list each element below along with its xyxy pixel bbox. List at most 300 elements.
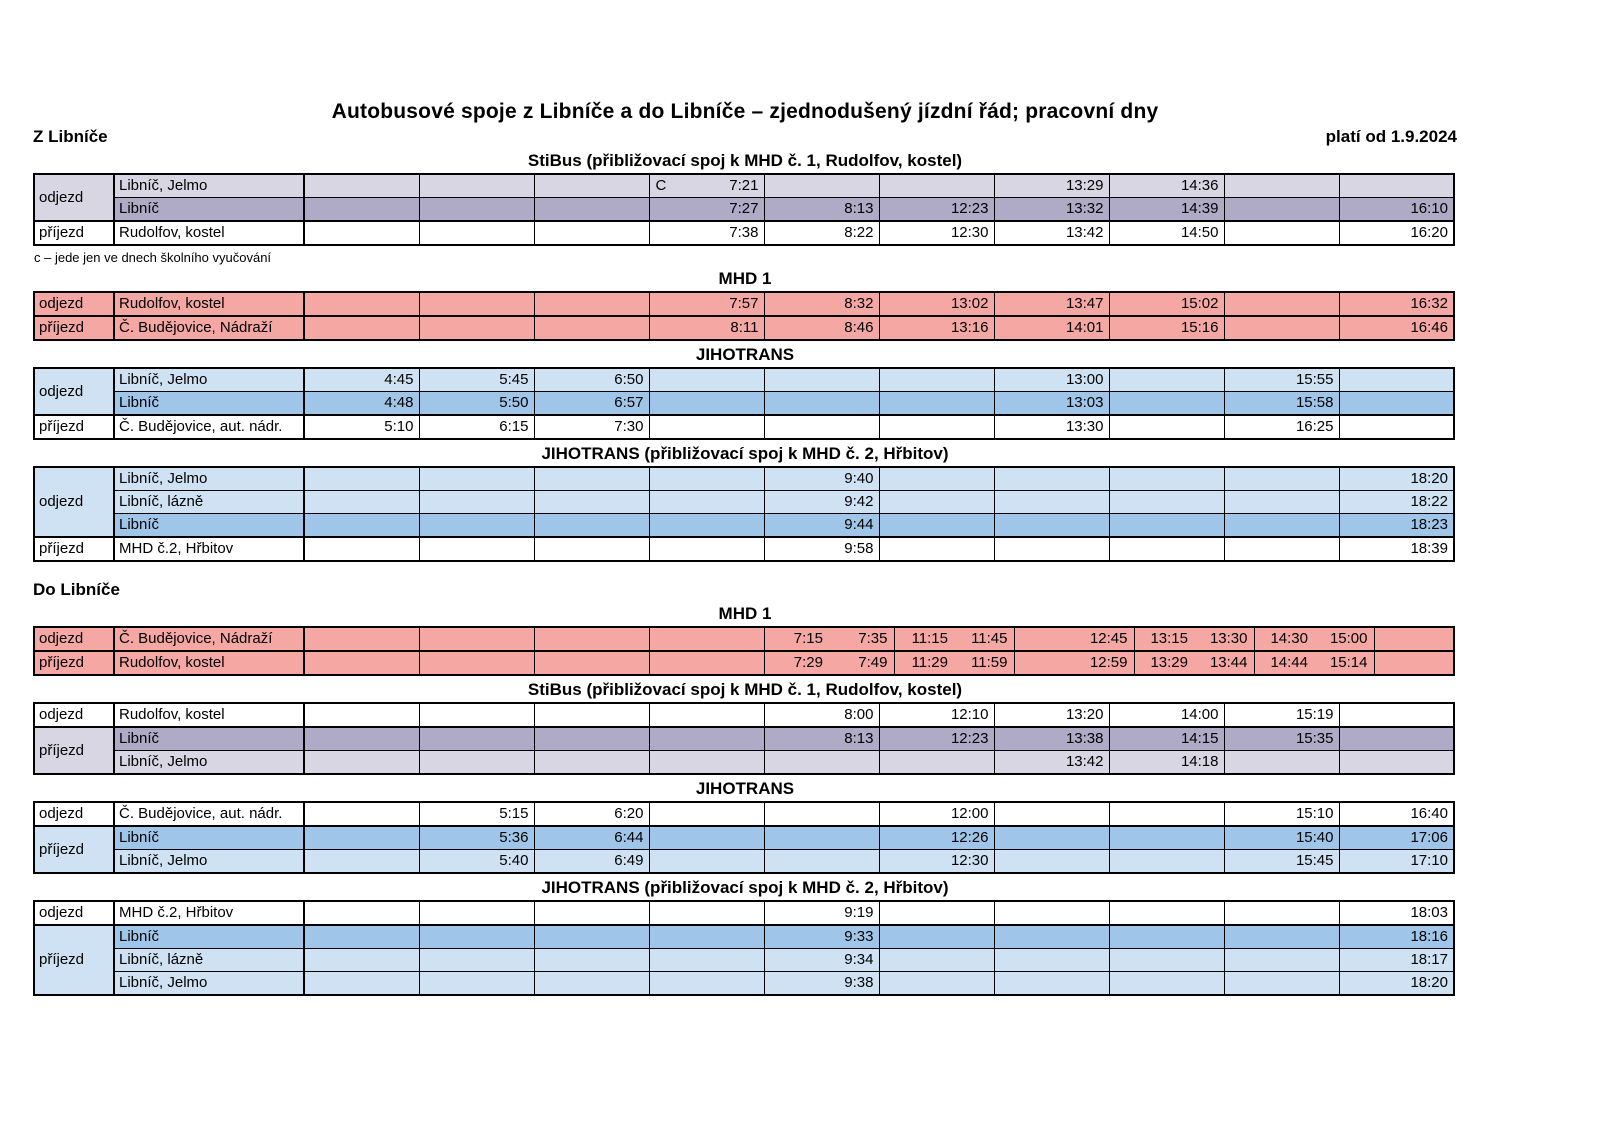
- odjezd-label-cell: odjezd: [34, 467, 114, 537]
- time-cell: [304, 467, 419, 491]
- time-cell: 13:03: [994, 392, 1109, 416]
- time-cell: 12:23: [879, 198, 994, 222]
- time-cell: 8:32: [764, 292, 879, 316]
- time-cell: [1339, 368, 1454, 392]
- time-cell: [304, 802, 419, 826]
- time-cell: [1109, 415, 1224, 439]
- table-row: [34, 727, 1454, 751]
- time-cell: 4:48: [304, 392, 419, 416]
- time-cell: 15:55: [1224, 368, 1339, 392]
- time-value: 11:29: [911, 654, 948, 671]
- stop-cell: Libníč: [114, 925, 304, 949]
- time-cell: [649, 368, 764, 392]
- time-cell: [1374, 627, 1454, 651]
- time-cell: 15:16: [1109, 316, 1224, 340]
- table-row: [34, 925, 1454, 949]
- stop-cell: Č. Budějovice, Nádraží: [114, 316, 304, 340]
- time-cell: 12:00: [879, 802, 994, 826]
- time-cell: [534, 514, 649, 538]
- time-cell: 8:13: [764, 198, 879, 222]
- time-cell: [1224, 751, 1339, 775]
- time-cell: [534, 703, 649, 727]
- odjezd-label-cell: odjezd: [34, 174, 114, 221]
- time-cell: [649, 703, 764, 727]
- time-cell: 6:50: [534, 368, 649, 392]
- time-cell: [649, 627, 764, 651]
- time-cell: [879, 751, 994, 775]
- time-cell: [879, 491, 994, 514]
- time-cell: [649, 491, 764, 514]
- time-cell: [304, 972, 419, 996]
- time-cell: [304, 901, 419, 925]
- time-cell: [649, 174, 764, 198]
- time-cell: 15:10: [1224, 802, 1339, 826]
- time-cell: [994, 514, 1109, 538]
- time-cell: [419, 972, 534, 996]
- time-cell: [1109, 826, 1224, 850]
- stop-cell: Libníč, Jelmo: [114, 467, 304, 491]
- time-cell: 17:10: [1339, 850, 1454, 874]
- time-cell: [534, 221, 649, 245]
- time-cell: [879, 537, 994, 561]
- table-mhd1-to-title: MHD 1: [718, 604, 772, 623]
- time-cell: [764, 826, 879, 850]
- time-cell: [894, 627, 1014, 651]
- stop-cell: Libníč: [114, 198, 304, 222]
- time-cell: [304, 651, 419, 675]
- time-cell: [304, 826, 419, 850]
- stop-cell: Libníč, Jelmo: [114, 972, 304, 996]
- time-cell: [994, 802, 1109, 826]
- note-flag: C: [655, 177, 667, 194]
- time-cell: 15:19: [1224, 703, 1339, 727]
- time-cell: [764, 850, 879, 874]
- time-cell: 15:58: [1224, 392, 1339, 416]
- time-cell: [879, 467, 994, 491]
- time-cell: [879, 949, 994, 972]
- time-cell: 6:49: [534, 850, 649, 874]
- příjezd-label-cell: příjezd: [34, 727, 114, 774]
- time-cell: 14:36: [1109, 174, 1224, 198]
- time-cell: 6:15: [419, 415, 534, 439]
- time-cell: [534, 467, 649, 491]
- time-cell: 18:20: [1339, 972, 1454, 996]
- table-row: [34, 802, 1454, 826]
- time-cell: 14:00: [1109, 703, 1224, 727]
- time-cell: [994, 826, 1109, 850]
- time-value: 7:49: [858, 654, 888, 671]
- time-value: 7:29: [793, 654, 823, 671]
- table-jihotrans-to-title: JIHOTRANS: [695, 779, 795, 798]
- time-value: 15:14: [1329, 654, 1368, 671]
- stop-cell: Libníč, Jelmo: [114, 751, 304, 775]
- time-cell: [649, 537, 764, 561]
- table-row: [34, 901, 1454, 925]
- table-row: [34, 491, 1454, 514]
- time-cell: 16:25: [1224, 415, 1339, 439]
- time-value: 15:00: [1329, 630, 1368, 647]
- stop-cell: Libníč, Jelmo: [114, 174, 304, 198]
- time-cell: 8:22: [764, 221, 879, 245]
- time-cell: 16:40: [1339, 802, 1454, 826]
- stop-cell: Libníč, lázně: [114, 949, 304, 972]
- time-cell: [419, 221, 534, 245]
- time-cell: 16:32: [1339, 292, 1454, 316]
- time-cell: 6:44: [534, 826, 649, 850]
- time-cell: [879, 972, 994, 996]
- stop-cell: Rudolfov, kostel: [114, 221, 304, 245]
- time-cell: [304, 751, 419, 775]
- time-cell: [419, 514, 534, 538]
- odjezd-label-cell: odjezd: [34, 368, 114, 415]
- time-cell: 4:45: [304, 368, 419, 392]
- time-cell: [1224, 198, 1339, 222]
- odjezd-label-cell: odjezd: [34, 627, 114, 651]
- time-cell: [994, 972, 1109, 996]
- time-cell: [764, 368, 879, 392]
- time-cell: 5:10: [304, 415, 419, 439]
- time-cell: [304, 292, 419, 316]
- time-cell: [1109, 949, 1224, 972]
- time-cell: 13:00: [994, 368, 1109, 392]
- time-value: 13:29: [1150, 654, 1188, 671]
- table-row: [34, 850, 1454, 874]
- table-mhd1-from: [33, 291, 1455, 341]
- příjezd-label-cell: příjezd: [34, 221, 114, 245]
- time-cell: [649, 826, 764, 850]
- stop-cell: Rudolfov, kostel: [114, 703, 304, 727]
- time-cell: 12:23: [879, 727, 994, 751]
- time-cell: [764, 174, 879, 198]
- time-cell: [304, 627, 419, 651]
- time-cell: [419, 751, 534, 775]
- time-cell: [1224, 467, 1339, 491]
- time-cell: [419, 491, 534, 514]
- stop-cell: Libníč: [114, 727, 304, 751]
- time-cell: 18:03: [1339, 901, 1454, 925]
- time-value: 11:15: [911, 630, 948, 647]
- time-cell: [1224, 174, 1339, 198]
- table-jihotrans-hrbitov-from-title: JIHOTRANS (přibližovací spoj k MHD č. 2, Hřbitov): [541, 444, 949, 463]
- time-cell: [534, 292, 649, 316]
- time-cell: [419, 292, 534, 316]
- time-cell: 6:20: [534, 802, 649, 826]
- time-cell: [304, 537, 419, 561]
- time-cell: [879, 392, 994, 416]
- time-cell: 18:22: [1339, 491, 1454, 514]
- time-cell: [649, 392, 764, 416]
- table-stibus-from-title: StiBus (přibližovací spoj k MHD č. 1, Rudolfov, kostel): [527, 151, 963, 170]
- time-cell: 9:40: [764, 467, 879, 491]
- time-cell: [419, 316, 534, 340]
- time-cell: [534, 198, 649, 222]
- time-cell: 8:11: [649, 316, 764, 340]
- table-row: [34, 174, 1454, 198]
- time-cell: 8:00: [764, 703, 879, 727]
- time-cell: [419, 925, 534, 949]
- time-cell: [304, 491, 419, 514]
- time-cell: 16:46: [1339, 316, 1454, 340]
- time-cell: 17:06: [1339, 826, 1454, 850]
- time-cell: [1224, 925, 1339, 949]
- stop-cell: MHD č.2, Hřbitov: [114, 901, 304, 925]
- time-cell: 13:42: [994, 221, 1109, 245]
- time-cell: 14:15: [1109, 727, 1224, 751]
- time-cell: [649, 751, 764, 775]
- time-cell: 7:38: [649, 221, 764, 245]
- time-value: 13:15: [1150, 630, 1188, 647]
- stop-cell: Libníč: [114, 826, 304, 850]
- time-cell: [1254, 651, 1374, 675]
- time-cell: [1134, 627, 1254, 651]
- time-cell: [534, 651, 649, 675]
- time-cell: [1224, 514, 1339, 538]
- time-cell: [879, 925, 994, 949]
- time-cell: [649, 727, 764, 751]
- table-stibus-from: [33, 173, 1455, 246]
- table-stibus-to: [33, 702, 1455, 775]
- time-cell: [879, 514, 994, 538]
- time-cell: [879, 901, 994, 925]
- stop-cell: MHD č.2, Hřbitov: [114, 537, 304, 561]
- table-row: [34, 651, 1454, 675]
- time-cell: [304, 925, 419, 949]
- table-row: [34, 316, 1454, 340]
- příjezd-label-cell: příjezd: [34, 651, 114, 675]
- stop-cell: Libníč, Jelmo: [114, 850, 304, 874]
- stop-cell: Libníč: [114, 392, 304, 416]
- section-to-tables: [33, 604, 1457, 996]
- time-cell: [1339, 751, 1454, 775]
- time-cell: [1014, 627, 1134, 651]
- time-cell: 18:17: [1339, 949, 1454, 972]
- stop-cell: Libníč, Jelmo: [114, 368, 304, 392]
- time-cell: [1224, 901, 1339, 925]
- time-cell: 13:32: [994, 198, 1109, 222]
- time-cell: 7:27: [649, 198, 764, 222]
- time-cell: [879, 174, 994, 198]
- stop-cell: Rudolfov, kostel: [114, 651, 304, 675]
- section-from-label: Z Libníče: [33, 127, 108, 146]
- time-cell: [1339, 727, 1454, 751]
- time-cell: 16:10: [1339, 198, 1454, 222]
- time-cell: 6:57: [534, 392, 649, 416]
- time-cell: [419, 651, 534, 675]
- section-to-label: Do Libníče: [33, 580, 120, 599]
- time-cell: [534, 174, 649, 198]
- time-cell: [764, 392, 879, 416]
- time-cell: [1134, 651, 1254, 675]
- time-cell: 8:46: [764, 316, 879, 340]
- table-row: [34, 221, 1454, 245]
- time-cell: [304, 198, 419, 222]
- time-cell: 15:40: [1224, 826, 1339, 850]
- table-jihotrans-to: [33, 801, 1455, 874]
- time-cell: 9:19: [764, 901, 879, 925]
- time-cell: [1109, 392, 1224, 416]
- time-cell: 18:20: [1339, 467, 1454, 491]
- time-cell: [1224, 949, 1339, 972]
- time-cell: 5:50: [419, 392, 534, 416]
- table-row: [34, 751, 1454, 775]
- time-cell: [304, 221, 419, 245]
- time-cell: [419, 627, 534, 651]
- time-cell: [764, 802, 879, 826]
- stop-cell: Libníč: [114, 514, 304, 538]
- time-cell: [1109, 802, 1224, 826]
- time-cell: 16:20: [1339, 221, 1454, 245]
- time-cell: 14:18: [1109, 751, 1224, 775]
- table-row: [34, 972, 1454, 996]
- příjezd-label-cell: příjezd: [34, 316, 114, 340]
- time-cell: 5:45: [419, 368, 534, 392]
- time-cell: 13:38: [994, 727, 1109, 751]
- stop-cell: Č. Budějovice, aut. nádr.: [114, 415, 304, 439]
- time-cell: 12:30: [879, 850, 994, 874]
- time-cell: 13:30: [994, 415, 1109, 439]
- time-cell: 9:34: [764, 949, 879, 972]
- time-cell: 14:39: [1109, 198, 1224, 222]
- time-cell: [994, 949, 1109, 972]
- table-mhd1-from-title: MHD 1: [718, 269, 772, 288]
- time-cell: 13:42: [994, 751, 1109, 775]
- stop-cell: Libníč, lázně: [114, 491, 304, 514]
- time-cell: [534, 949, 649, 972]
- time-cell: 15:35: [1224, 727, 1339, 751]
- time-cell: 14:50: [1109, 221, 1224, 245]
- time-cell: [1109, 537, 1224, 561]
- time-cell: [764, 627, 894, 651]
- table-row: [34, 627, 1454, 651]
- time-cell: [649, 949, 764, 972]
- time-value: 12:45: [1089, 630, 1128, 647]
- time-cell: [534, 751, 649, 775]
- stop-cell: Č. Budějovice, Nádraží: [114, 627, 304, 651]
- time-cell: [649, 467, 764, 491]
- time-cell: [419, 467, 534, 491]
- time-cell: [1374, 651, 1454, 675]
- time-value: 11:59: [971, 654, 1008, 671]
- time-cell: [534, 925, 649, 949]
- time-cell: 9:38: [764, 972, 879, 996]
- time-cell: [419, 949, 534, 972]
- time-cell: [1224, 292, 1339, 316]
- time-cell: [994, 491, 1109, 514]
- time-cell: [649, 802, 764, 826]
- time-cell: 8:13: [764, 727, 879, 751]
- time-cell: [304, 850, 419, 874]
- table-row: [34, 514, 1454, 538]
- time-cell: [994, 537, 1109, 561]
- time-cell: [304, 174, 419, 198]
- page-title: Autobusové spoje z Libníče a do Libníče – zjednodušený jízdní řád; pracovní dny: [331, 100, 1159, 123]
- time-cell: [419, 537, 534, 561]
- time-cell: [419, 703, 534, 727]
- time-cell: [994, 850, 1109, 874]
- time-cell: 12:26: [879, 826, 994, 850]
- section-from-tables: [33, 151, 1457, 562]
- time-cell: [649, 850, 764, 874]
- time-cell: [1339, 174, 1454, 198]
- odjezd-label-cell: odjezd: [34, 901, 114, 925]
- odjezd-label-cell: odjezd: [34, 292, 114, 316]
- time-cell: 18:39: [1339, 537, 1454, 561]
- time-cell: [1254, 627, 1374, 651]
- table-row: [34, 392, 1454, 416]
- table-jihotrans-from-title: JIHOTRANS: [695, 345, 795, 364]
- table-stibus-to-title: StiBus (přibližovací spoj k MHD č. 1, Rudolfov, kostel): [527, 680, 963, 699]
- time-cell: [534, 316, 649, 340]
- odjezd-label-cell: odjezd: [34, 802, 114, 826]
- time-value: 7:35: [858, 630, 888, 647]
- time-cell: [649, 901, 764, 925]
- time-cell: [304, 727, 419, 751]
- time-cell: [304, 514, 419, 538]
- time-cell: [1109, 491, 1224, 514]
- table-mhd1-to: [33, 626, 1455, 676]
- time-cell: [1339, 703, 1454, 727]
- time-cell: [534, 972, 649, 996]
- time-cell: [534, 491, 649, 514]
- time-cell: 13:16: [879, 316, 994, 340]
- table-row: [34, 826, 1454, 850]
- time-cell: [894, 651, 1014, 675]
- table-row: [34, 368, 1454, 392]
- stop-cell: Rudolfov, kostel: [114, 292, 304, 316]
- time-cell: [304, 703, 419, 727]
- valid-from-label: platí od 1.9.2024: [1325, 127, 1457, 146]
- table-jihotrans-hrbitov-to: [33, 900, 1455, 996]
- time-cell: [764, 751, 879, 775]
- time-cell: 5:36: [419, 826, 534, 850]
- time-cell: [419, 174, 534, 198]
- time-value: 14:30: [1270, 630, 1308, 647]
- time-cell: 15:02: [1109, 292, 1224, 316]
- time-value: 13:30: [1209, 630, 1248, 647]
- meta-row: [33, 127, 1457, 147]
- time-cell: 15:45: [1224, 850, 1339, 874]
- time-cell: [1224, 316, 1339, 340]
- time-value: 7:15: [793, 630, 823, 647]
- time-cell: [649, 514, 764, 538]
- time-cell: [1014, 651, 1134, 675]
- příjezd-label-cell: příjezd: [34, 537, 114, 561]
- time-cell: [649, 651, 764, 675]
- time-cell: 13:47: [994, 292, 1109, 316]
- time-cell: 9:33: [764, 925, 879, 949]
- table-row: [34, 198, 1454, 222]
- time-cell: 12:10: [879, 703, 994, 727]
- odjezd-label-cell: odjezd: [34, 703, 114, 727]
- time-cell: [419, 198, 534, 222]
- time-cell: 13:02: [879, 292, 994, 316]
- table-jihotrans-from: [33, 367, 1455, 440]
- time-cell: 13:20: [994, 703, 1109, 727]
- table-jihotrans-hrbitov-to-title: JIHOTRANS (přibližovací spoj k MHD č. 2, Hřbitov): [541, 878, 949, 897]
- time-value: 13:44: [1209, 654, 1248, 671]
- time-cell: [764, 651, 894, 675]
- time-cell: [1339, 392, 1454, 416]
- table-row: [34, 467, 1454, 491]
- příjezd-label-cell: příjezd: [34, 925, 114, 995]
- time-cell: [1109, 467, 1224, 491]
- time-cell: [649, 415, 764, 439]
- time-cell: [1339, 415, 1454, 439]
- time-cell: 9:42: [764, 491, 879, 514]
- timetable-page: [33, 0, 1457, 996]
- time-value: 11:45: [971, 630, 1008, 647]
- time-cell: [534, 727, 649, 751]
